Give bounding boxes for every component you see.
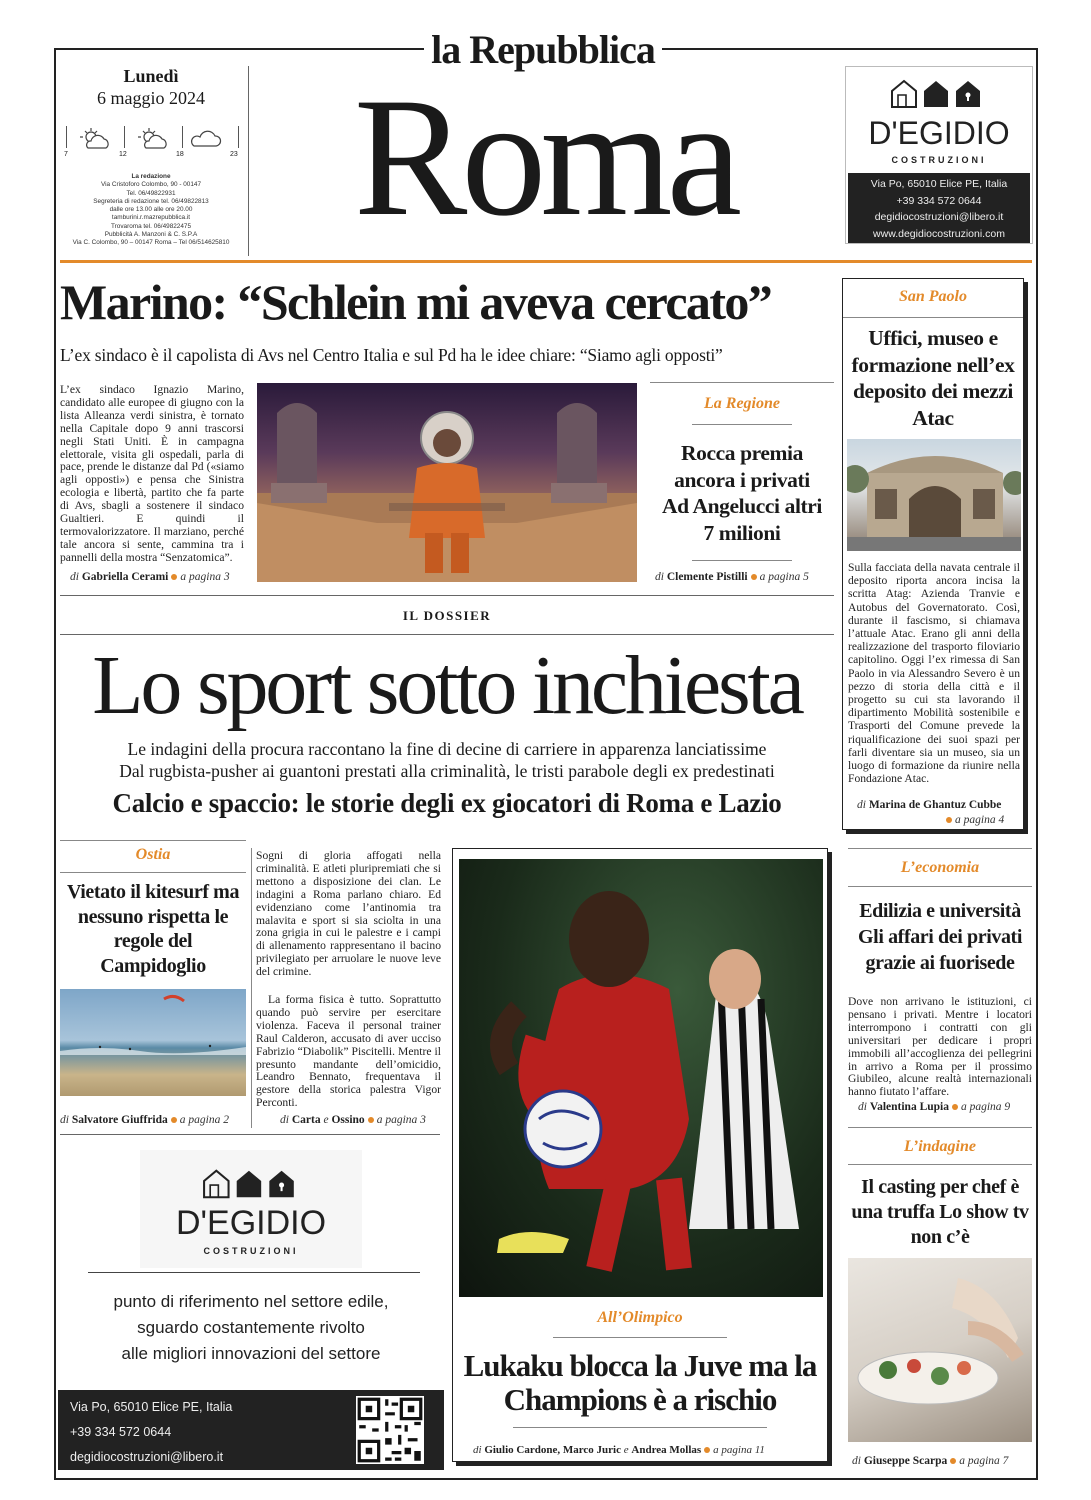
- byline-conj: e: [323, 1114, 329, 1126]
- newspaper-name: la Repubblica: [431, 27, 655, 72]
- ad-website[interactable]: www.degidiocostruzioni.com: [873, 227, 1005, 240]
- redazione-line: tamburini.r.mazrepubblica.it: [111, 214, 191, 222]
- redazione-line: Segreteria di redazione tel. 06/49822813: [93, 197, 209, 205]
- byline-page: a pagina 5: [759, 571, 809, 583]
- ad-email[interactable]: degidiocostruzioni@libero.it: [874, 211, 1004, 223]
- redazione-block: [60, 173, 242, 248]
- temp-2: 12: [119, 151, 127, 158]
- lead-byline[interactable]: [70, 571, 250, 583]
- san-paolo-page[interactable]: [943, 814, 1023, 826]
- byline-conj: e: [623, 1444, 629, 1456]
- bullet-dot: [368, 1117, 374, 1123]
- ad-tagline-2: sguardo costantemente rivolto: [137, 1318, 365, 1337]
- redazione-line: Tel. 06/49822931: [126, 189, 176, 197]
- ad-address: Via Po, 65010 Elice PE, Italia: [870, 178, 1008, 190]
- byline-prefix: di: [857, 799, 866, 811]
- ostia-kicker: Ostia: [135, 846, 171, 863]
- dossier-body-1: Sogni di gloria affogati nella criminalità. E atleti pluripremiati che si mettono a disposizione dei clan. Le indagini a Roma parlano chiaro. Ed evidenziano come l’antinomia tra malavita e sport si sia sciolta in una zona grigia in cui le palestre e i campi di allenamento rappresentano il bacino privilegiato per arruolare le nuove leve del crimine.: [256, 849, 441, 979]
- economia-headline[interactable]: Edilizia e università Gli affari dei privati grazie ai fuorisede: [858, 900, 1022, 974]
- ad-contact-box: [848, 173, 1030, 243]
- partly-cloudy-icon: [78, 126, 112, 152]
- regione-headline[interactable]: Rocca premia ancora i privati Ad Angelucci altri 7 milioni: [661, 441, 822, 545]
- byline-page: a pagina 2: [179, 1114, 229, 1126]
- redazione-title: La redazione: [131, 173, 171, 180]
- temp-3: 18: [176, 151, 184, 158]
- dossier-byline[interactable]: [280, 1114, 450, 1126]
- regione-kicker: La Regione: [704, 395, 780, 412]
- bullet-dot: [171, 574, 177, 580]
- economia-byline[interactable]: [858, 1101, 1036, 1113]
- temp-1: 7: [64, 151, 68, 158]
- byline-author: Gabriella Cerami: [81, 571, 169, 583]
- byline-author: Salvatore Giuffrida: [71, 1114, 168, 1126]
- san-paolo-kicker: San Paolo: [898, 288, 967, 305]
- olimpico-headline: Lukaku blocca la Juve ma la Champions è a rischio: [463, 1348, 817, 1417]
- san-paolo-headline: Uffici, museo e formazione nell’ex deposito dei mezzi Atac: [851, 326, 1015, 430]
- san-paolo-box[interactable]: [842, 278, 1024, 830]
- byline-page: a pagina 3: [180, 571, 230, 583]
- ad-brand: D'EGIDIO: [868, 115, 1010, 151]
- ad-tagline-1: punto di riferimento nel settore edile,: [113, 1292, 389, 1311]
- beach-scene: [60, 989, 246, 1096]
- ad-sub: COSTRUZIONI: [203, 1246, 299, 1256]
- byline-prefix: di: [473, 1444, 482, 1456]
- ad-bottom[interactable]: [58, 1146, 444, 1470]
- byline-author: Marina de Ghantuz Cubbe: [868, 799, 1002, 811]
- byline-author: Giuseppe Scarpa: [863, 1455, 948, 1467]
- byline-page: a pagina 4: [955, 814, 1005, 826]
- dossier-deck-1: Le indagini della procura raccontano la fine di decine di carriere in apparenza lanciatissime: [127, 739, 767, 759]
- football-scene: [459, 859, 823, 1297]
- byline-author: Carta: [291, 1114, 321, 1126]
- indagine-kicker: L’indagine: [903, 1138, 976, 1155]
- campidoglio-scene: [257, 383, 637, 582]
- bullet-dot: [952, 1104, 958, 1110]
- dossier-label: IL DOSSIER: [402, 608, 492, 623]
- ad-sub: COSTRUZIONI: [891, 155, 987, 165]
- ad-tagline-3: alle migliori innovazioni del settore: [121, 1344, 381, 1363]
- edition-title: Roma: [353, 63, 737, 251]
- weather-strip: [64, 124, 244, 160]
- date-full: 6 maggio 2024: [97, 88, 205, 108]
- redazione-line: Via C. Colombo, 90 – 00147 Roma – Tel 06/514625810: [72, 239, 230, 247]
- byline-author: Ossino: [331, 1114, 365, 1126]
- byline-prefix: di: [280, 1114, 289, 1126]
- lead-deck: L’ex sindaco è il capolista di Avs nel Centro Italia e sul Pd ha le idee chiare: “Siamo agli opposti”: [60, 345, 723, 365]
- indagine-byline[interactable]: [852, 1455, 1036, 1467]
- byline-prefix: di: [70, 571, 79, 583]
- redazione-line: dalle ore 13.00 alle ore 20.00: [109, 206, 193, 214]
- dossier-subhead[interactable]: Calcio e spaccio: le storie degli ex giocatori di Roma e Lazio: [112, 788, 782, 818]
- byline-prefix: di: [60, 1114, 69, 1126]
- regione-byline[interactable]: [655, 571, 835, 583]
- cloud-icon: [188, 128, 224, 150]
- byline-author: Giulio Cardone, Marco Juric: [484, 1444, 621, 1456]
- ad-phone[interactable]: +39 334 572 0644: [896, 194, 982, 207]
- ad-address: Via Po, 65010 Elice PE, Italia: [70, 1400, 233, 1414]
- byline-page: a pagina 11: [713, 1444, 765, 1456]
- byline-prefix: di: [852, 1455, 861, 1467]
- lead-photo[interactable]: [257, 383, 637, 582]
- bullet-dot: [751, 574, 757, 580]
- olimpico-kicker: All’Olimpico: [597, 1309, 683, 1326]
- bullet-dot: [704, 1447, 710, 1453]
- dossier-headline[interactable]: Lo sport sotto inchiesta: [92, 639, 802, 732]
- indagine-photo[interactable]: [848, 1258, 1032, 1442]
- dossier-body-2: La forma fisica è tutto. Soprattutto quando può servire per esercitare violenza. Faceva il personal trainer Raul Calderon, accusato di aver ucciso Fabrizio “Diabolik” Piscitelli. Mentre il presunto mandante dell’omicidio, Leandro Bennato, frequentava il gestore della storica palestra Vigor Perconti.: [256, 993, 441, 1110]
- olimpico-box[interactable]: [452, 848, 828, 1462]
- ad-top[interactable]: [845, 66, 1033, 244]
- economia-kicker: L’economia: [900, 859, 980, 876]
- economia-body: Dove non arrivano le istituzioni, ci pensano i privati. Mentre i locatori interrompono i contratti con gli universitari per dedicare i propri immobili all’accoglienza dei pellegrini in arrivo a Roma per il prossimo Giubileo, alcune realtà internazionali hanno fiutato l’affare.: [848, 995, 1032, 1099]
- temp-4: 23: [230, 151, 238, 158]
- lead-body: L’ex sindaco Ignazio Marino, candidato alle europee di giugno con la lista Alleanza verdi sinistra, è tornato nella Capitale dopo 9 anni trascorsi negli Stati Uniti. È in campagna elettorale, visita gli ospedali, parla di pace, prende le distanze dal Pd («siamo agli opposti») e pensa che Sinistra ecologia e libertà, partito che fa parte di Avs, sbagli a sostenere il sindaco Gualtieri. E quindi il termovalorizzatore. Il marziano, perché tale ancora si sente, cammina tra i pannelli della mostra “Senzatomica”.: [60, 383, 244, 564]
- lukaku-photo[interactable]: [459, 859, 823, 1297]
- olimpico-byline[interactable]: [473, 1444, 833, 1456]
- san-paolo-byline[interactable]: [857, 799, 1023, 811]
- dossier-deck-2: Dal rugbista-pusher ai guantoni prestati alla criminalità, le tristi parabole degli ex predestinati: [119, 761, 775, 781]
- partly-cloudy-icon: [136, 126, 170, 152]
- ostia-byline[interactable]: [60, 1114, 250, 1126]
- lead-headline[interactable]: Marino: “Schlein mi aveva cercato”: [60, 274, 772, 330]
- bullet-dot: [950, 1458, 956, 1464]
- byline-prefix: di: [655, 571, 664, 583]
- indagine-headline[interactable]: Il casting per chef è una truffa Lo show tv non c’è: [851, 1176, 1029, 1248]
- redazione-line: Pubblicità A. Manzoni & C. S.P.A: [104, 231, 198, 239]
- ad-brand: D'EGIDIO: [175, 1204, 327, 1242]
- san-paolo-photo[interactable]: [847, 439, 1021, 551]
- byline-author: Clemente Pistilli: [666, 571, 748, 583]
- house-logo-icon: [888, 77, 990, 109]
- ad-phone[interactable]: +39 334 572 0644: [70, 1425, 172, 1439]
- byline-page: a pagina 3: [376, 1114, 426, 1126]
- san-paolo-body: Sulla facciata della navata centrale il deposito riporta ancora incisa la scritta Atag: Azienda Tranvie e Autobus del Governatorato. Così, durante il fascismo, si chiamava l’attuale Atac. Erano gli anni della realizzazione del trasporto filoviario capitolino. Oggi l’ex rimessa di San Paolo in via Alessandro Severo è un pezzo di storia della città e il progetto su cui sta lavorando il dipartimento Mobilità sostenibile e Trasporti del Comune prevede la riqualificazione dei suoi spazi per farli diventare sia un museo, sia un luogo di formazione da riunire nella Fondazione Atac.: [848, 561, 1020, 786]
- redazione-line: Trovaroma tel. 06/49822475: [110, 222, 192, 230]
- byline-author: Valentina Lupia: [869, 1101, 949, 1113]
- ostia-headline[interactable]: Vietato il kitesurf ma nessuno rispetta le regole del Campidoglio: [66, 881, 240, 977]
- depot-building: [847, 439, 1021, 551]
- bullet-dot: [946, 817, 952, 823]
- ad-email[interactable]: degidiocostruzioni@libero.it: [70, 1450, 224, 1464]
- ostia-photo[interactable]: [60, 989, 246, 1096]
- byline-author: Andrea Mollas: [631, 1444, 702, 1456]
- date-day: Lunedì: [123, 66, 179, 86]
- redazione-line: Via Cristoforo Colombo, 90 - 00147: [100, 181, 202, 189]
- ad-logo-panel: [140, 1150, 362, 1268]
- bullet-dot: [171, 1117, 177, 1123]
- byline-prefix: di: [858, 1101, 867, 1113]
- byline-page: a pagina 7: [959, 1455, 1009, 1467]
- qr-code-icon[interactable]: [356, 1396, 424, 1464]
- ad-contact-box: [58, 1390, 444, 1470]
- house-logo-icon: [200, 1166, 304, 1200]
- chef-plating-scene: [848, 1258, 1032, 1442]
- byline-page: a pagina 9: [960, 1101, 1011, 1113]
